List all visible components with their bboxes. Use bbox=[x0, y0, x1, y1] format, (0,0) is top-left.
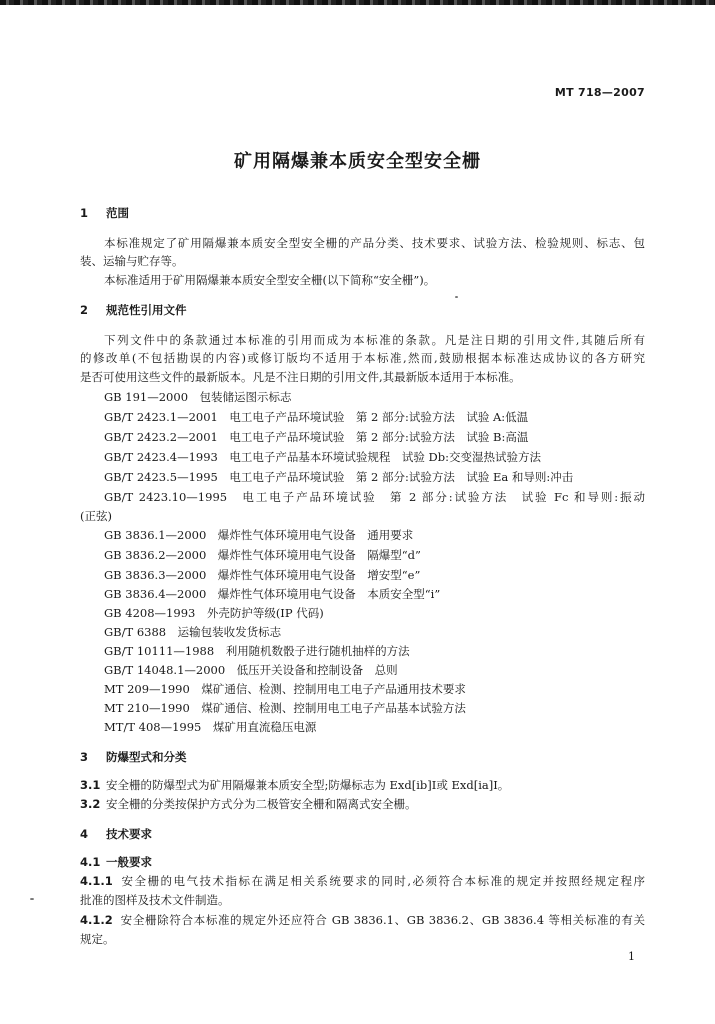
section-title: 范围 bbox=[106, 206, 129, 220]
section-1-heading bbox=[80, 205, 645, 221]
section-number: 2 bbox=[80, 303, 89, 317]
page-title: 矿用隔爆兼本质安全型安全栅 bbox=[234, 151, 481, 172]
reference-item: GB/T 2423.2—2001 电工电子产品环境试验 第 2 部分:试验方法 试验 B:高温 bbox=[104, 430, 529, 444]
clause-text: 安全栅的分类按保护方式分为二极管安全栅和隔离式安全栅。 bbox=[106, 797, 417, 811]
clause-text: 安全栅的电气技术指标在满足相关系统要求的同时,必须符合本标准的规定并按照经规定程序 bbox=[120, 874, 645, 888]
reference-item-continuation: (正弦) bbox=[80, 509, 112, 523]
reference-item: GB 191—2000 包装储运图示标志 bbox=[104, 390, 292, 404]
clause bbox=[80, 777, 645, 793]
paragraph-line: 装、运输与贮存等。 bbox=[80, 254, 184, 268]
section-title: 规范性引用文件 bbox=[106, 303, 187, 317]
clause-text: 安全栅的防爆型式为矿用隔爆兼本质安全型;防爆标志为 Exd[ib]Ⅰ或 Exd[ia]Ⅰ。 bbox=[106, 778, 510, 792]
section-title: 防爆型式和分类 bbox=[106, 750, 187, 764]
paragraph-line: 本标准规定了矿用隔爆兼本质安全型安全栅的产品分类、技术要求、试验方法、检验规则、标志、包 bbox=[104, 236, 645, 250]
reference-item: GB/T 2423.1—2001 电工电子产品环境试验 第 2 部分:试验方法 试验 A:低温 bbox=[104, 410, 529, 424]
reference-item: GB 3836.3—2000 爆炸性气体环境用电气设备 增安型“e” bbox=[104, 568, 421, 582]
section-number: 4 bbox=[80, 827, 89, 841]
clause-text: 安全栅除符合本标准的规定外还应符合 GB 3836.1、GB 3836.2、GB 3836.4 等相关标准的有关 bbox=[120, 913, 645, 927]
clause bbox=[80, 912, 645, 928]
paragraph-line: 规定。 bbox=[80, 932, 115, 946]
reference-item: GB 3836.2—2000 爆炸性气体环境用电气设备 隔爆型“d” bbox=[104, 548, 421, 562]
clause bbox=[80, 796, 645, 812]
section-4-heading bbox=[80, 826, 645, 842]
paragraph-line: 的修改单(不包括勘误的内容)或修订版均不适用于本标准,然而,鼓励根据本标准达成协议的各方研究 bbox=[80, 351, 645, 365]
clause bbox=[80, 873, 645, 889]
paragraph-line: 批准的图样及技术文件制造。 bbox=[80, 893, 230, 907]
standard-code: MT 718—2007 bbox=[554, 86, 645, 99]
clause-number: 4.1.1 bbox=[80, 874, 113, 888]
scan-edge bbox=[0, 0, 715, 5]
reference-item: GB 3836.1—2000 爆炸性气体环境用电气设备 通用要求 bbox=[104, 528, 414, 542]
scan-speck bbox=[455, 296, 458, 298]
reference-item: GB/T 2423.4—1993 电工电子产品基本环境试验规程 试验 Db:交变湿热试验方法 bbox=[104, 450, 541, 464]
clause-number: 4.1.2 bbox=[80, 913, 113, 927]
section-title: 技术要求 bbox=[106, 827, 152, 841]
paragraph-line: 本标准适用于矿用隔爆兼本质安全型安全栅(以下简称“安全栅”)。 bbox=[104, 273, 436, 287]
paragraph-line: 下列文件中的条款通过本标准的引用而成为本标准的条款。凡是注日期的引用文件,其随后所有 bbox=[104, 333, 645, 347]
clause-number: 3.2 bbox=[80, 797, 101, 811]
reference-item: GB/T 14048.1—2000 低压开关设备和控制设备 总则 bbox=[104, 663, 398, 677]
subsection-heading bbox=[80, 854, 645, 870]
reference-item: MT 209—1990 煤矿通信、检测、控制用电工电子产品通用技术要求 bbox=[104, 682, 466, 696]
clause-number: 4.1 bbox=[80, 855, 101, 869]
clause-number: 3.1 bbox=[80, 778, 101, 792]
paragraph-line: 是否可使用这些文件的最新版本。凡是不注日期的引用文件,其最新版本适用于本标准。 bbox=[80, 370, 521, 384]
reference-item: MT/T 408—1995 煤矿用直流稳压电源 bbox=[104, 720, 317, 734]
page-number: 1 bbox=[628, 950, 635, 963]
section-number: 1 bbox=[80, 206, 89, 220]
section-number: 3 bbox=[80, 750, 89, 764]
reference-item: GB/T 2423.5—1995 电工电子产品环境试验 第 2 部分:试验方法 试验 Ea 和导则:冲击 bbox=[104, 470, 574, 484]
clause-title: 一般要求 bbox=[106, 855, 152, 869]
reference-item: GB/T 10111—1988 利用随机数骰子进行随机抽样的方法 bbox=[104, 644, 410, 658]
reference-item: GB 4208—1993 外壳防护等级(IP 代码) bbox=[104, 606, 324, 620]
reference-item: MT 210—1990 煤矿通信、检测、控制用电工电子产品基本试验方法 bbox=[104, 701, 466, 715]
reference-item: GB/T 6388 运输包装收发货标志 bbox=[104, 625, 282, 639]
scan-speck bbox=[30, 898, 34, 900]
reference-item: GB/T 2423.10—1995 电工电子产品环境试验 第 2 部分:试验方法 试验 Fc 和导则:振动 bbox=[104, 490, 645, 504]
section-2-heading bbox=[80, 302, 645, 318]
section-3-heading bbox=[80, 749, 645, 765]
reference-item: GB 3836.4—2000 爆炸性气体环境用电气设备 本质安全型“i” bbox=[104, 587, 441, 601]
